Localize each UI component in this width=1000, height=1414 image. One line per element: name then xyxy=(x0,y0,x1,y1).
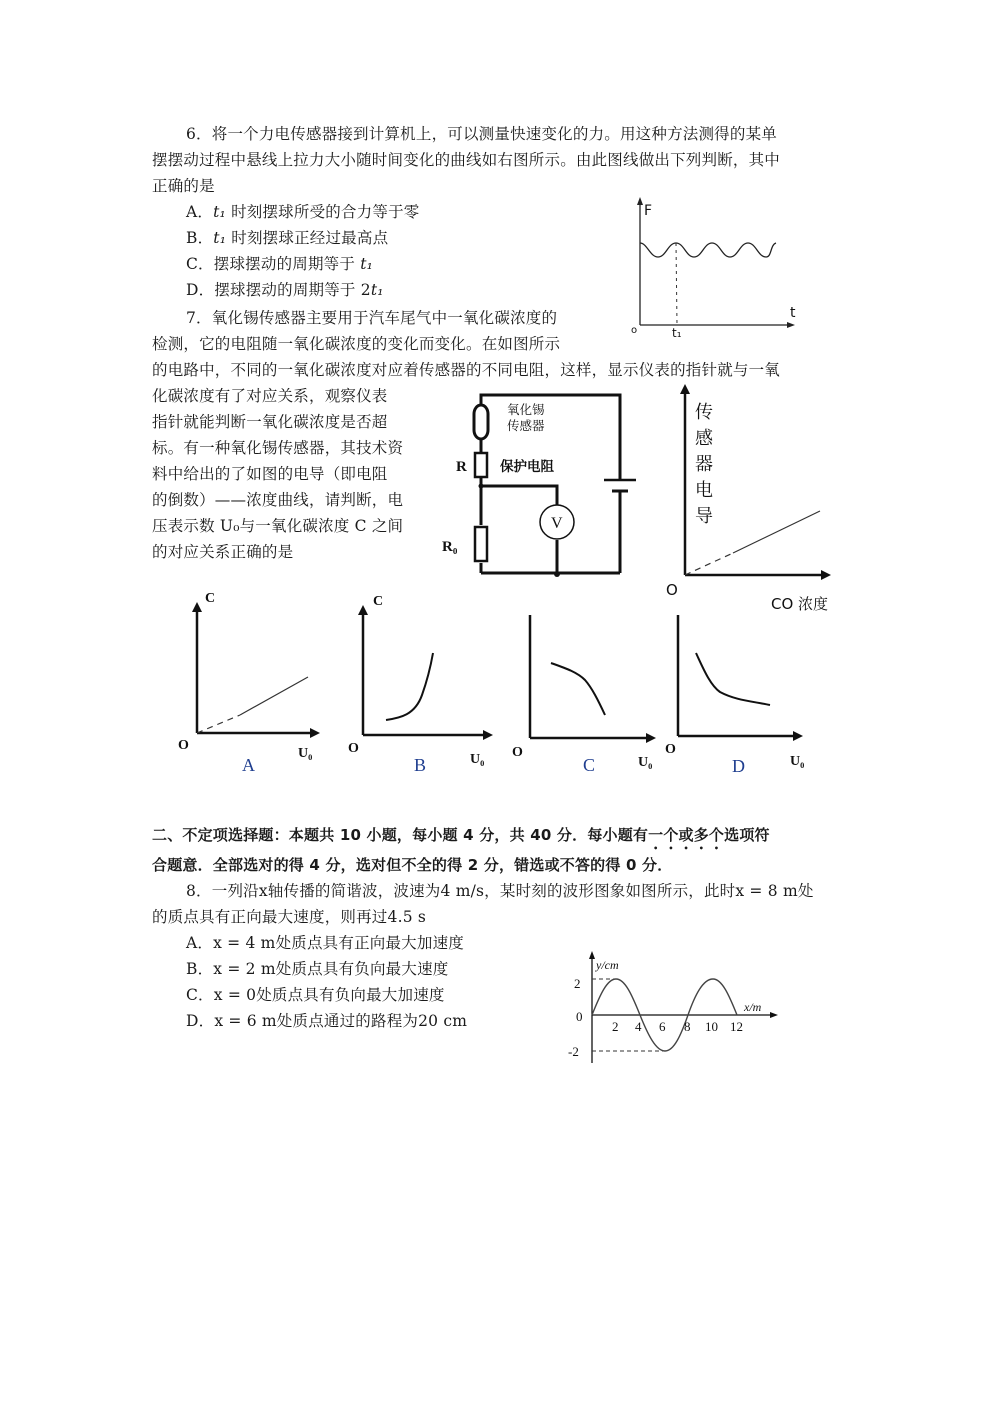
q7-left-7: 的对应关系正确的是 xyxy=(152,543,294,561)
xlabel-u0: U₀ xyxy=(638,755,653,770)
q6-option-d: D．摆球摆动的周期等于 2t₁ xyxy=(186,281,384,299)
option-letter-a: A xyxy=(242,755,255,775)
voltmeter-label: V xyxy=(551,515,563,532)
q8-option-a: A．x = 4 m处质点具有正向最大加速度 xyxy=(186,934,464,952)
q6-line1: 6．将一个力电传感器接到计算机上，可以测量快速变化的力。用这种方法测得的某单 xyxy=(186,125,777,143)
ylabel-ycm: y/cm xyxy=(596,958,619,972)
q6-option-a: A．t₁ 时刻摆球所受的合力等于零 xyxy=(186,203,420,221)
option-letter-d: D xyxy=(732,756,745,776)
ylabel-char: 感 xyxy=(695,428,713,449)
t1-label: t₁ xyxy=(672,326,682,340)
ytick: -2 xyxy=(568,1044,579,1059)
xtick: 6 xyxy=(659,1019,666,1034)
origin-label: O xyxy=(512,745,523,760)
axis-label-f: F xyxy=(644,203,653,219)
xlabel-u0: U₀ xyxy=(298,746,313,761)
q6-line2: 摆摆动过程中悬线上拉力大小随时间变化的曲线如右图所示。由此图线做出下列判断，其中 xyxy=(152,151,781,169)
circuit-diagram xyxy=(430,385,650,580)
option-letter-b: B xyxy=(414,755,427,775)
section2-line1: 二、不定项选择题：本题共 10 小题，每小题 4 分，共 40 分．每小题有一个或多个选项符 xyxy=(152,826,770,844)
origin-label: O xyxy=(665,742,676,757)
q8-option-b: B．x = 2 m处质点具有负向最大速度 xyxy=(186,960,449,978)
q7-left-2: 指针就能判断一氧化碳浓度是否超 xyxy=(152,413,388,431)
q7-left-3: 标。有一种氧化锡传感器，其技术资 xyxy=(152,439,404,457)
q7-left-1: 化碳浓度有了对应关系，观察仪表 xyxy=(152,387,388,405)
r-label: R xyxy=(456,459,467,475)
ylabel-char: 导 xyxy=(695,506,713,527)
origin-label: o xyxy=(631,325,638,336)
emphasis-text: 一个或多个 xyxy=(648,826,725,844)
xtick: 2 xyxy=(612,1019,619,1034)
option-graph-b xyxy=(340,585,510,780)
wave-graph xyxy=(560,945,790,1065)
r0-label: R₀ xyxy=(442,539,458,555)
xlabel-u0: U₀ xyxy=(470,752,485,767)
q7-line2: 检测，它的电阻随一氧化碳浓度的变化而变化。在如图所示 xyxy=(152,335,561,353)
option-graph-a xyxy=(170,585,330,780)
section2-line2: 合题意．全部选对的得 4 分，选对但不全的得 2 分，错选或不答的得 0 分． xyxy=(152,856,673,874)
force-time-graph xyxy=(620,195,820,345)
xtick: 4 xyxy=(635,1019,642,1034)
axis-label-t: t xyxy=(790,305,796,321)
xlabel-u0: U₀ xyxy=(790,754,805,769)
ytick: 0 xyxy=(576,1009,583,1024)
xlabel-xm: x/m xyxy=(744,1000,762,1014)
option-letter-c: C xyxy=(583,755,596,775)
q8-line1: 8．一列沿x轴传播的简谐波，波速为4 m/s，某时刻的波形图象如图所示，此时x = 8 m处 xyxy=(186,882,814,900)
q6-line3: 正确的是 xyxy=(152,177,215,195)
q7-left-4: 料中给出的了如图的电导（即电阻 xyxy=(152,465,388,483)
xtick: 12 xyxy=(730,1019,743,1034)
ylabel-c: C xyxy=(205,591,216,606)
q8-line2: 的质点具有正向最大速度，则再过4.5 s xyxy=(152,908,427,926)
ylabel-char: 电 xyxy=(695,480,713,501)
xtick: 8 xyxy=(684,1019,691,1034)
r-desc-label: 保护电阻 xyxy=(500,459,554,475)
q7-line1: 7．氧化锡传感器主要用于汽车尾气中一氧化碳浓度的 xyxy=(186,309,558,327)
sensor-label-2: 传感器 xyxy=(507,418,545,433)
q8-option-d: D．x = 6 m处质点通过的路程为20 cm xyxy=(186,1012,468,1030)
q7-line3: 的电路中，不同的一氧化碳浓度对应着传感器的不同电阻，这样，显示仪表的指针就与一氧 xyxy=(152,361,781,379)
option-graph-c xyxy=(505,600,665,785)
q6-option-c: C．摆球摆动的周期等于 t₁ xyxy=(186,255,374,273)
ylabel-char: 传 xyxy=(695,402,713,423)
q6-option-b: B．t₁ 时刻摆球正经过最高点 xyxy=(186,229,389,247)
q7-left-5: 的倒数）——浓度曲线，请判断，电 xyxy=(152,491,404,509)
origin-label: O xyxy=(178,738,189,753)
origin-label: O xyxy=(666,581,678,599)
ylabel-char: 器 xyxy=(695,454,713,475)
origin-label: O xyxy=(348,741,359,756)
ytick: 2 xyxy=(574,976,581,991)
q7-left-6: 压表示数 U₀与一氧化碳浓度 C 之间 xyxy=(152,517,404,535)
conductance-graph xyxy=(655,380,855,613)
xtick: 10 xyxy=(705,1019,718,1034)
q8-option-c: C．x = 0处质点具有负向最大加速度 xyxy=(186,986,445,1004)
option-graph-d xyxy=(665,600,825,785)
ylabel-c: C xyxy=(373,594,384,609)
xlabel-co: CO 浓度 xyxy=(771,595,829,613)
sensor-label-1: 氧化锡 xyxy=(507,402,545,417)
